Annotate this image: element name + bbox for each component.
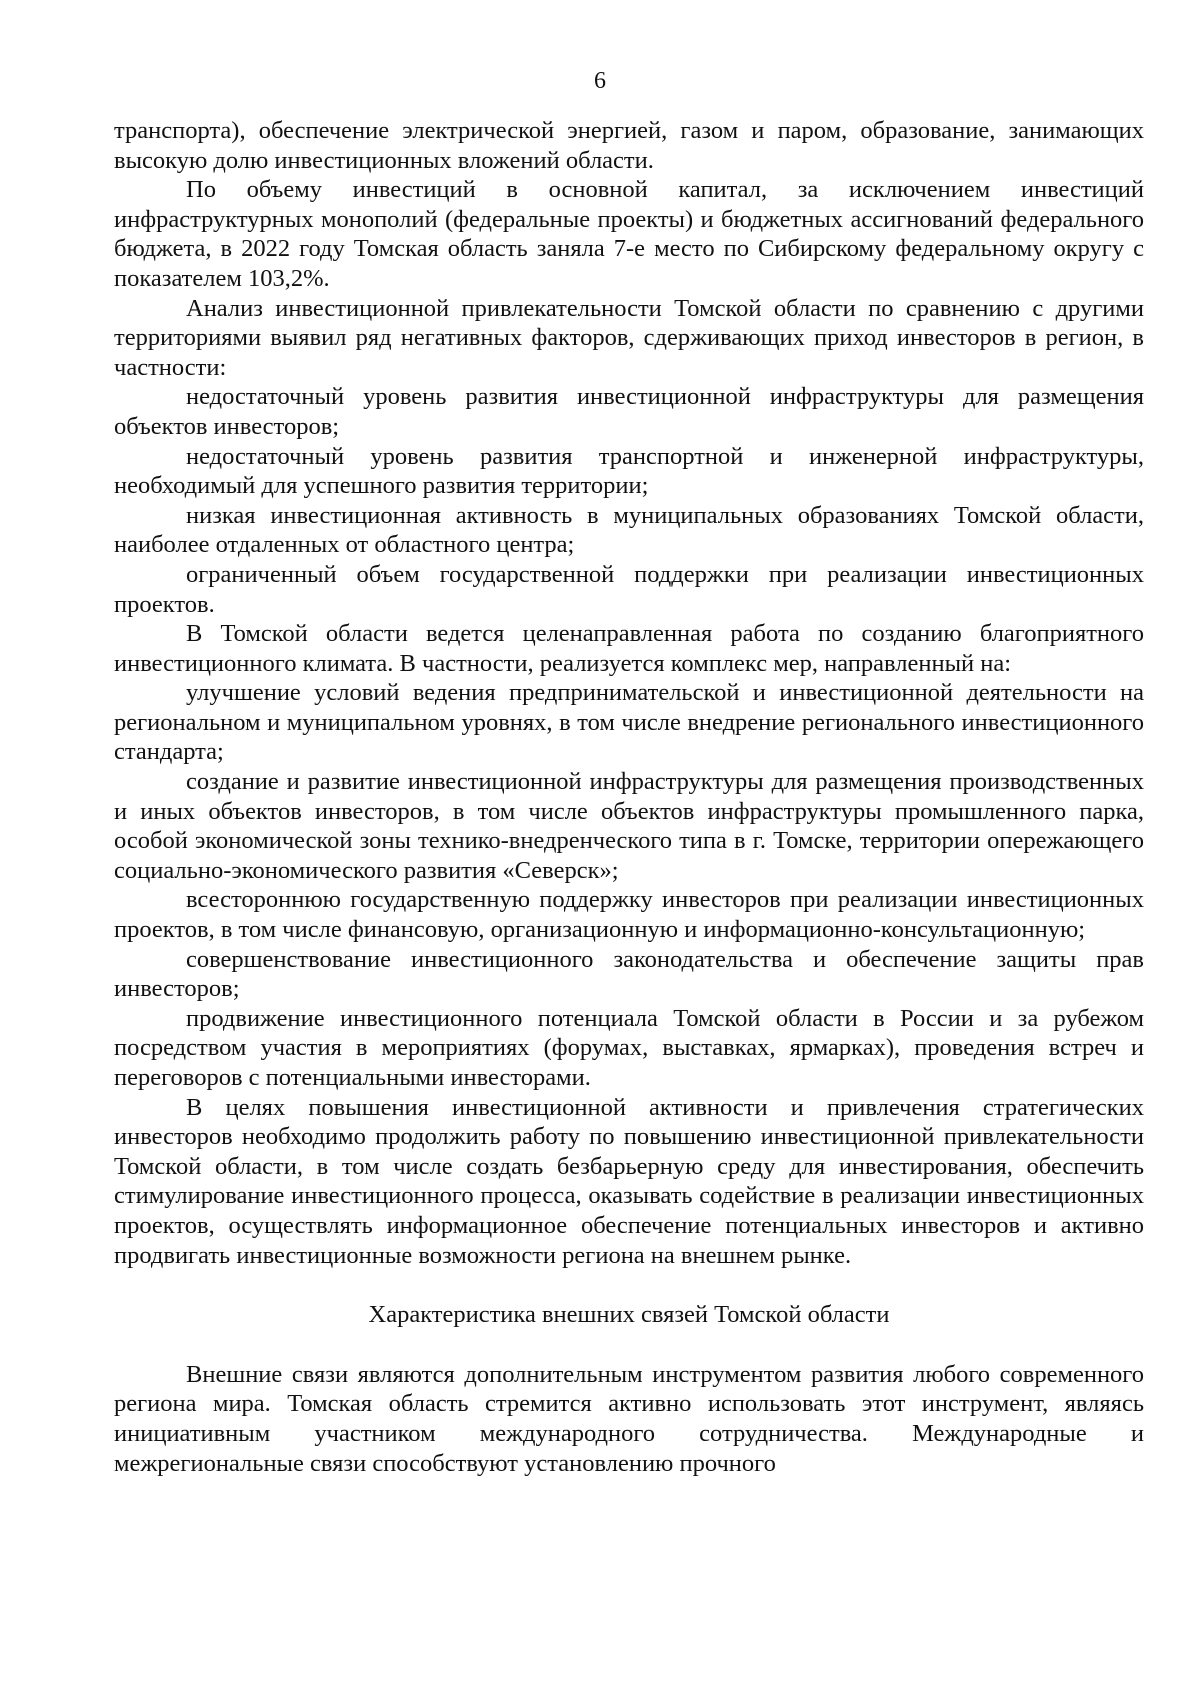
list-item: создание и развитие инвестиционной инфраструктуры для размещения производственных и иных объектов инвесторов, в том числе объектов инфраструктуры промышленного парка, особой экономической зоны технико-внедренческого типа в г. Томске, территории опережающего социально-экономического развития «Северск»;	[114, 768, 1144, 884]
list-item: низкая инвестиционная активность в муниципальных образованиях Томской области, наиболее отдаленных от областного центра;	[114, 501, 1144, 559]
paragraph: Анализ инвестиционной привлекательности Томской области по сравнению с другими территориями выявил ряд негативных факторов, сдерживающих приход инвесторов в регион, в частности:	[114, 294, 1144, 381]
list-item: всестороннюю государственную поддержку инвесторов при реализации инвестиционных проектов, в том числе финансовую, организационную и информационно-консультационную;	[114, 886, 1144, 944]
paragraph: В целях повышения инвестиционной активности и привлечения стратегических инвесторов необходимо продолжить работу по повышению инвестиционной привлекательности Томской области, в том числе создать безбарьерную среду для инвестирования, обеспечить стимулирование инвестиционного процесса, оказывать содействие в реализации инвестиционных проектов, осуществлять информационное обеспечение потенциальных инвесторов и активно продвигать инвестиционные возможности региона на внешнем рынке.	[114, 1093, 1144, 1269]
list-item: продвижение инвестиционного потенциала Томской области в России и за рубежом посредством участия в мероприятиях (форумах, выставках, ярмарках), проведения встреч и переговоров с потенциальными инвесторами.	[114, 1004, 1144, 1091]
list-item: недостаточный уровень развития инвестиционной инфраструктуры для размещения объектов инвесторов;	[114, 383, 1144, 440]
list-item: ограниченный объем государственной поддержки при реализации инвестиционных проектов.	[114, 560, 1144, 618]
paragraph: В Томской области ведется целенаправленная работа по созданию благоприятного инвестиционного климата. В частности, реализуется комплекс мер, направленный на:	[114, 620, 1144, 677]
document-body	[114, 116, 1144, 1478]
list-item: улучшение условий ведения предпринимательской и инвестиционной деятельности на региональном и муниципальном уровнях, в том числе внедрение регионального инвестиционного стандарта;	[114, 679, 1144, 766]
paragraph: Внешние связи являются дополнительным инструментом развития любого современного региона мира. Томская область стремится активно использовать этот инструмент, являясь инициативным участником международного сотрудничества. Международные и межрегиональные связи способствуют установлению прочного	[114, 1360, 1144, 1477]
list-item: недостаточный уровень развития транспортной и инженерной инфраструктуры, необходимый для успешного развития территории;	[114, 442, 1144, 500]
paragraph: По объему инвестиций в основной капитал, за исключением инвестиций инфраструктурных монополий (федеральные проекты) и бюджетных ассигнований федерального бюджета, в 2022 году Томская область заняла 7-е место по Сибирскому федеральному округу с показателем 103,2%.	[114, 176, 1144, 292]
section-heading: Характеристика внешних связей Томской области	[368, 1301, 890, 1329]
paragraph: транспорта), обеспечение электрической энергией, газом и паром, образование, занимающих высокую долю инвестиционных вложений области.	[114, 117, 1144, 174]
list-item: совершенствование инвестиционного законодательства и обеспечение защиты прав инвесторов;	[114, 945, 1144, 1003]
page-number: 6	[594, 68, 606, 94]
